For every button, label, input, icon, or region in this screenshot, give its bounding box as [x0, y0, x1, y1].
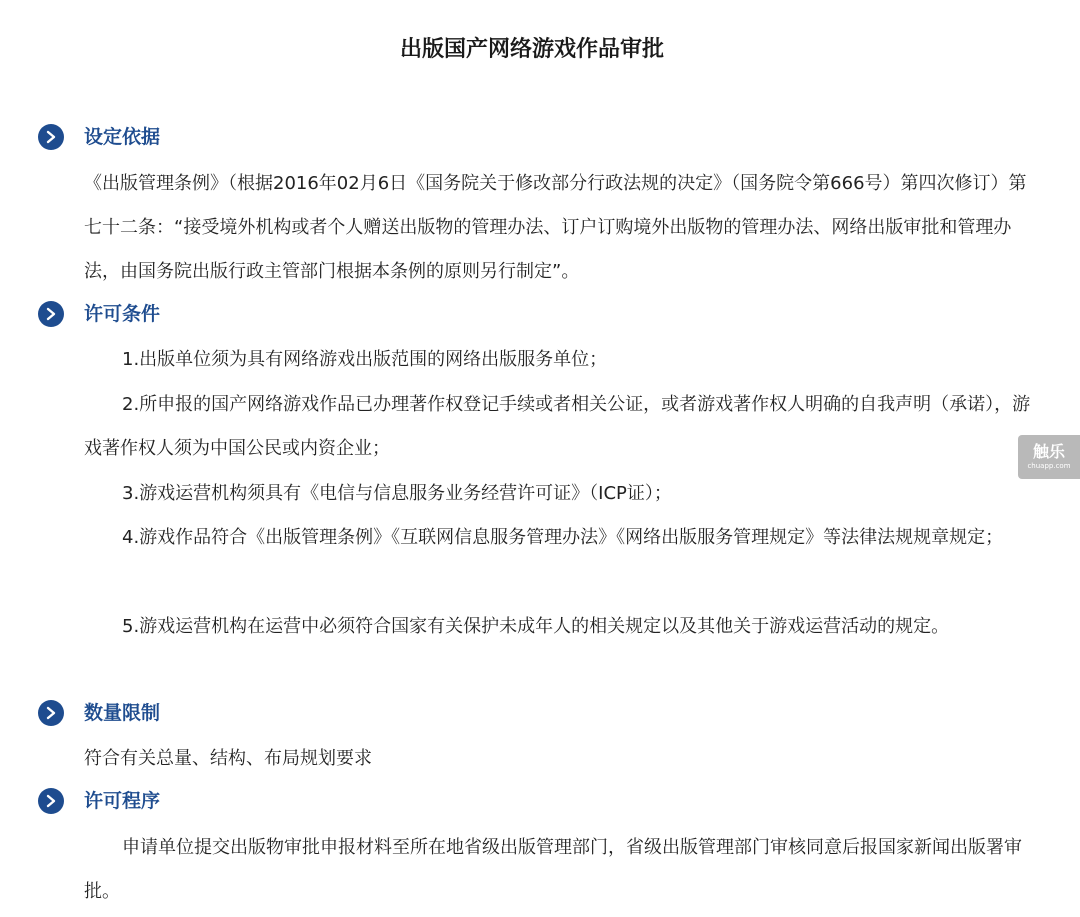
- condition-item-4: 4.游戏作品符合《出版管理条例》《互联网信息服务管理办法》《网络出版服务管理规定》等法律法规规章规定；: [122, 527, 1004, 548]
- condition-item-2: 2.所申报的国产网络游戏作品已办理著作权登记手续或者相关公证，或者游戏著作权人明确的自我声明（承诺），游戏著作权人须为中国公民或内资企业；: [84, 394, 1031, 459]
- section-title: 设定依据: [84, 126, 161, 148]
- watermark-logo: [1018, 435, 1080, 479]
- chevron-right-circle-icon: [38, 124, 64, 150]
- section-title: 许可程序: [84, 790, 161, 812]
- chevron-right-circle-icon: [38, 301, 64, 327]
- chevron-right-circle-icon: [38, 788, 64, 814]
- condition-item-1: 1.出版单位须为具有网络游戏出版范围的网络出版服务单位；: [122, 349, 608, 370]
- condition-item-3: 3.游戏运营机构须具有《电信与信息服务业务经营许可证》（ICP证）；: [122, 483, 672, 504]
- section-title: 数量限制: [84, 702, 161, 724]
- section-title: 许可条件: [84, 303, 161, 325]
- paragraph-procedure: 申请单位提交出版物审批申报材料至所在地省级出版管理部门，省级出版管理部门审核同意后报国家新闻出版署审批。: [84, 837, 1022, 902]
- page-title: 出版国产网络游戏作品审批: [399, 37, 664, 62]
- section-heading-basis: [38, 122, 160, 152]
- chevron-right-circle-icon: [38, 700, 64, 726]
- section-heading-procedure: [38, 786, 160, 816]
- paragraph-quantity: 符合有关总量、结构、布局规划要求: [84, 748, 372, 769]
- condition-item-5: 5.游戏运营机构在运营中必须符合国家有关保护未成年人的相关规定以及其他关于游戏运营活动的规定。: [122, 616, 950, 637]
- watermark-text: 触乐: [1032, 442, 1065, 461]
- watermark-url: chuapp.com: [1027, 462, 1071, 470]
- section-heading-quantity: [38, 698, 160, 728]
- section-heading-conditions: [38, 299, 160, 329]
- paragraph-basis: 《出版管理条例》（根据2016年02月6日《国务院关于修改部分行政法规的决定》（国务院令第666号）第四次修订）第七十二条：“接受境外机构或者个人赠送出版物的管理办法、订户订购境外出版物的管理办法、网络出版审批和管理办法，由国务院出版行政主管部门根据本条例的原则另行制定”。: [84, 173, 1027, 282]
